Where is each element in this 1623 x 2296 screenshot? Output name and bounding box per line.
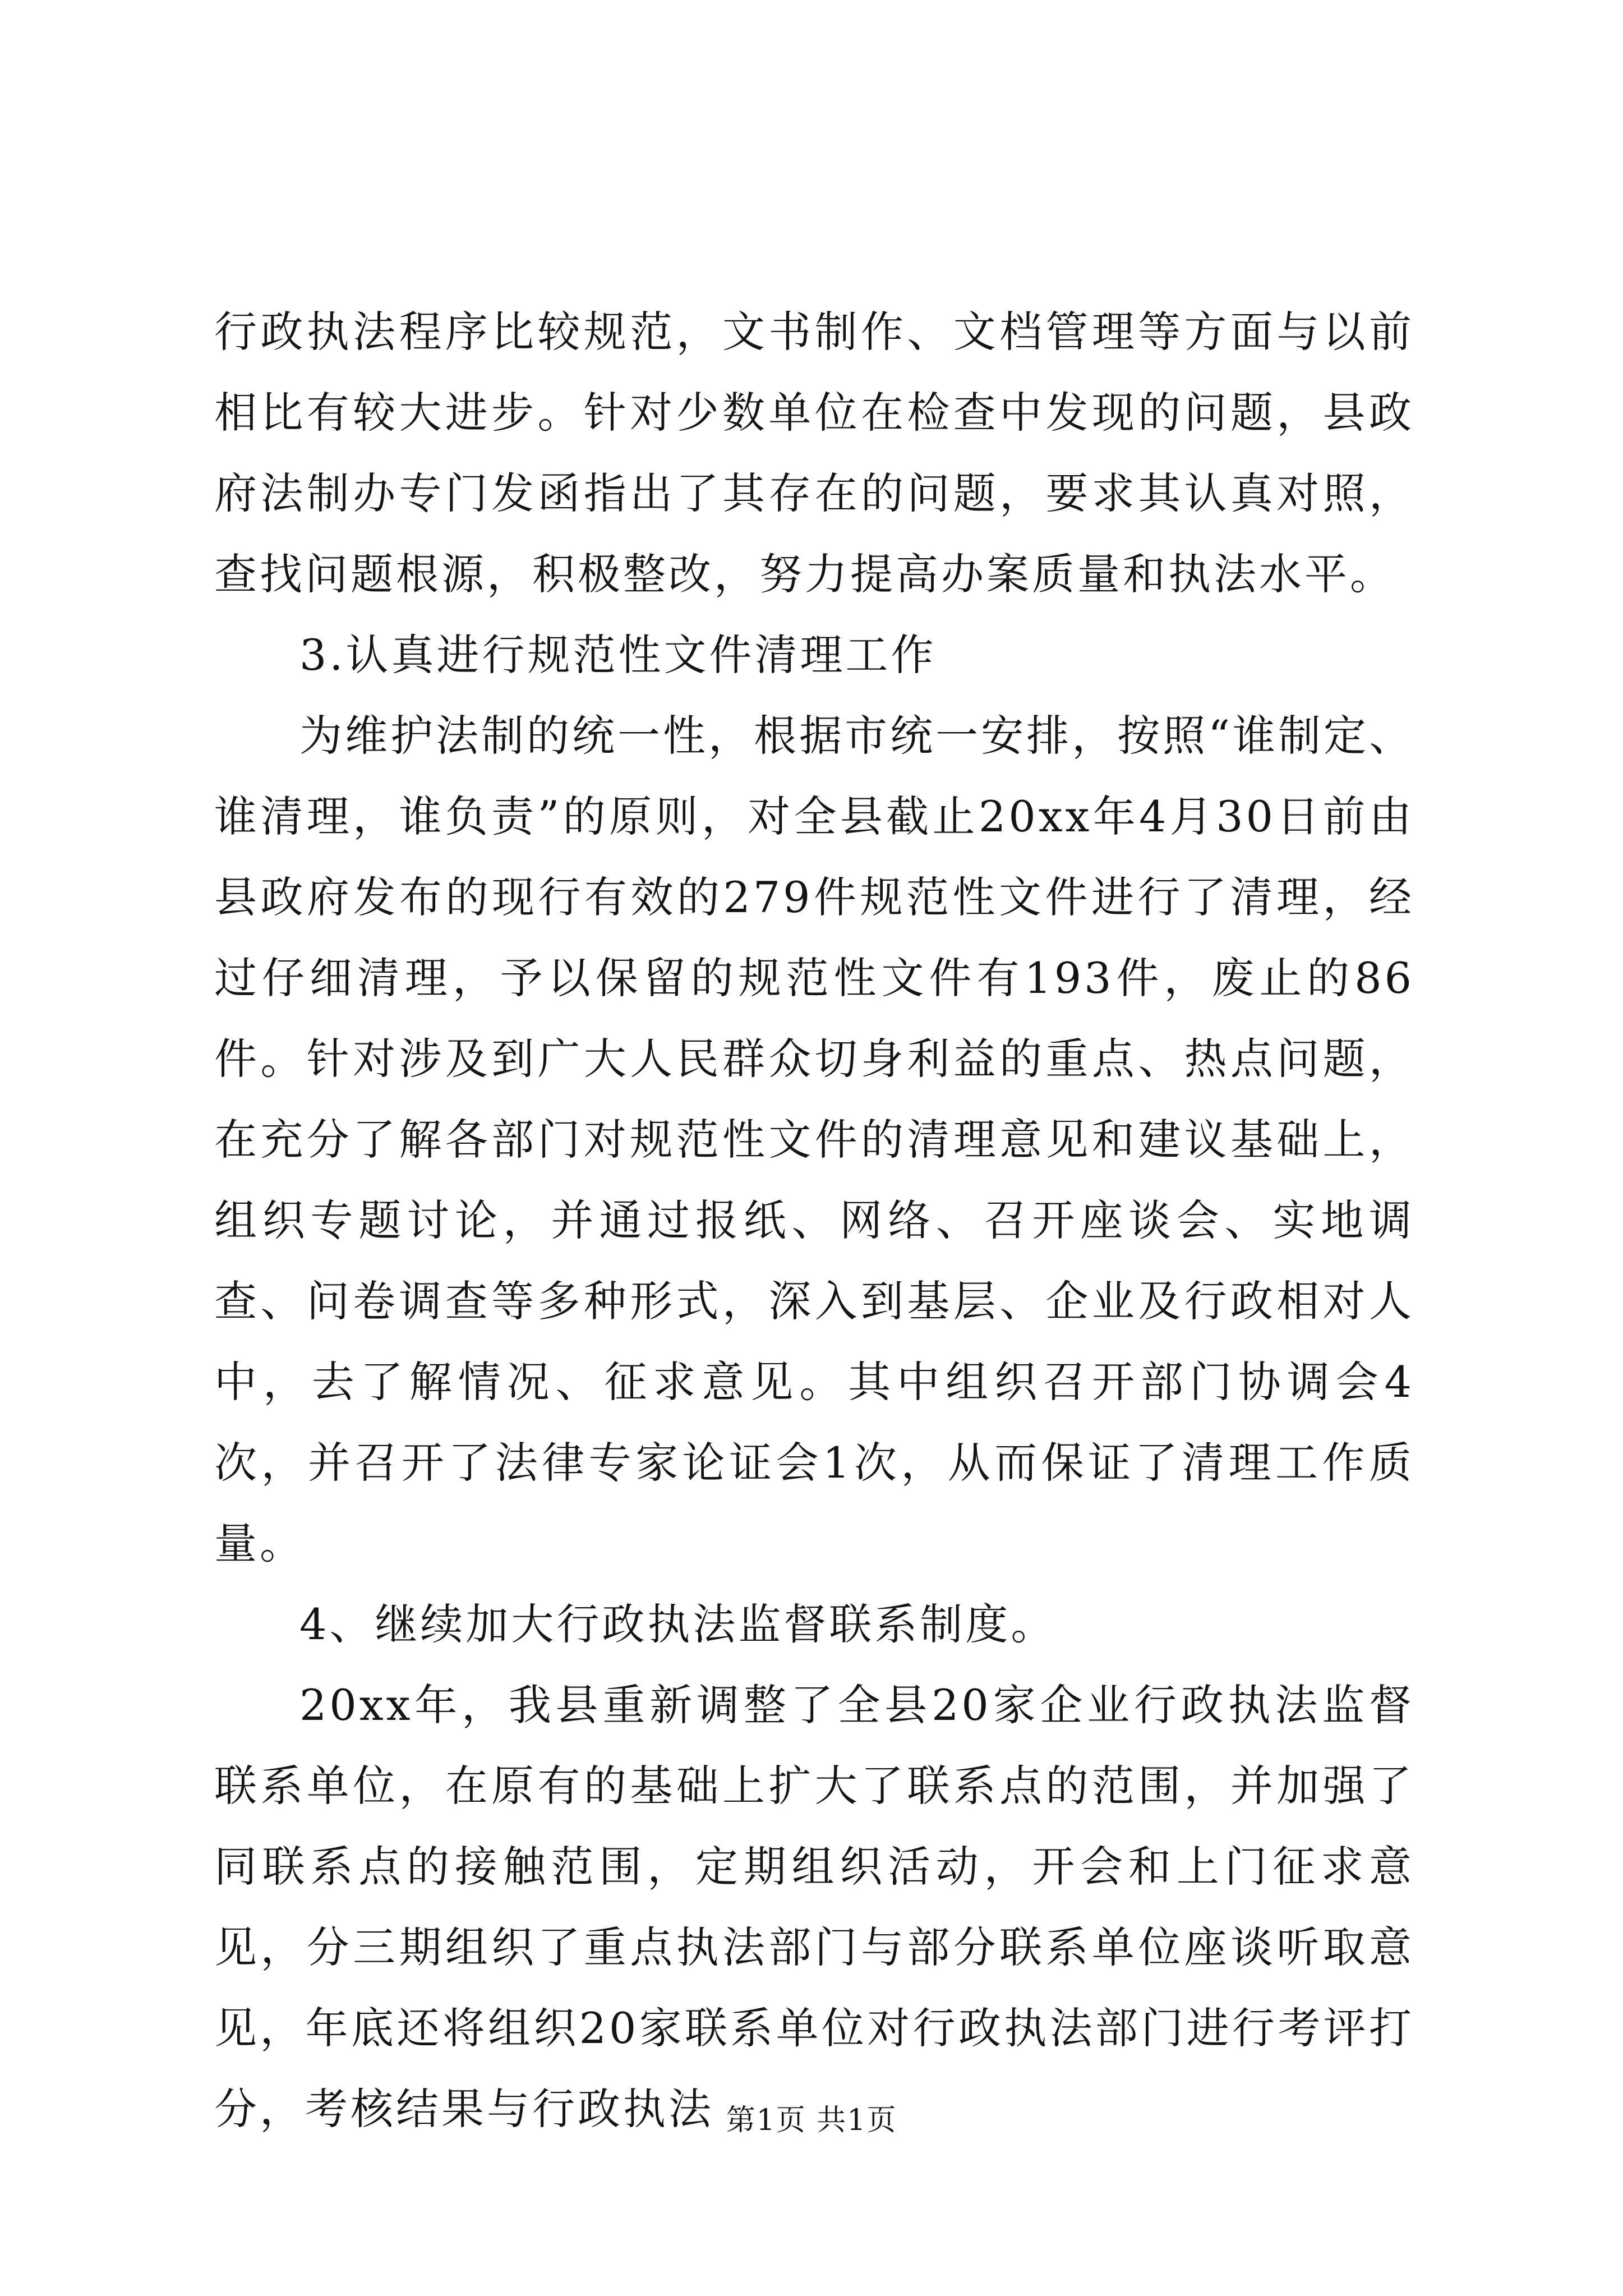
paragraph-supervision-contact: 20xx年，我县重新调整了全县20家企业行政执法监督联系单位，在原有的基础上扩大了联系点的范围，并加强了同联系点的接触范围，定期组织活动，开会和上门征求意见，分三期组织了重点执法部门与部分联系单位座谈听取意见，年底还将组织20家联系单位对行政执法部门进行考评打分，考核结果与行政执法 xyxy=(214,1680,1414,2134)
paragraph-continuation: 行政执法程序比较规范，文书制作、文档管理等方面与以前相比有较大进步。针对少数单位在检查中发现的问题，县政府法制办专门发函指出了其存在的问题，要求其认真对照，查找问题根源，积极整改，努力提高办案质量和执法水平。 xyxy=(214,307,1414,599)
paragraph-document-cleanup: 为维护法制的统一性，根据市统一安排，按照“谁制定、谁清理，谁负责”的原则，对全县截止20xx年4月30日前由县政府发布的现行有效的279件规范性文件进行了清理，经过仔细清理，予以保留的规范性文件有193件，废止的86件。针对涉及到广大人民群众切身利益的重点、热点问题，在充分了解各部门对规范性文件的清理意见和建议基础上，组织专题讨论，并通过报纸、网络、召开座谈会、实地调查、问卷调查等多种形式，深入到基层、企业及行政相对人中，去了解情况、征求意见。其中组织召开部门协调会4次，并召开了法律专家论证会1次，从而保证了清理工作质量。 xyxy=(214,711,1414,1568)
section-heading-4: 4、继续加大行政执法监督联系制度。 xyxy=(299,1599,1057,1649)
document-body xyxy=(214,292,1414,2150)
section-heading-3: 3.认真进行规范性文件清理工作 xyxy=(299,630,937,680)
page-number-footer: 第1页 共1页 xyxy=(726,2104,897,2137)
